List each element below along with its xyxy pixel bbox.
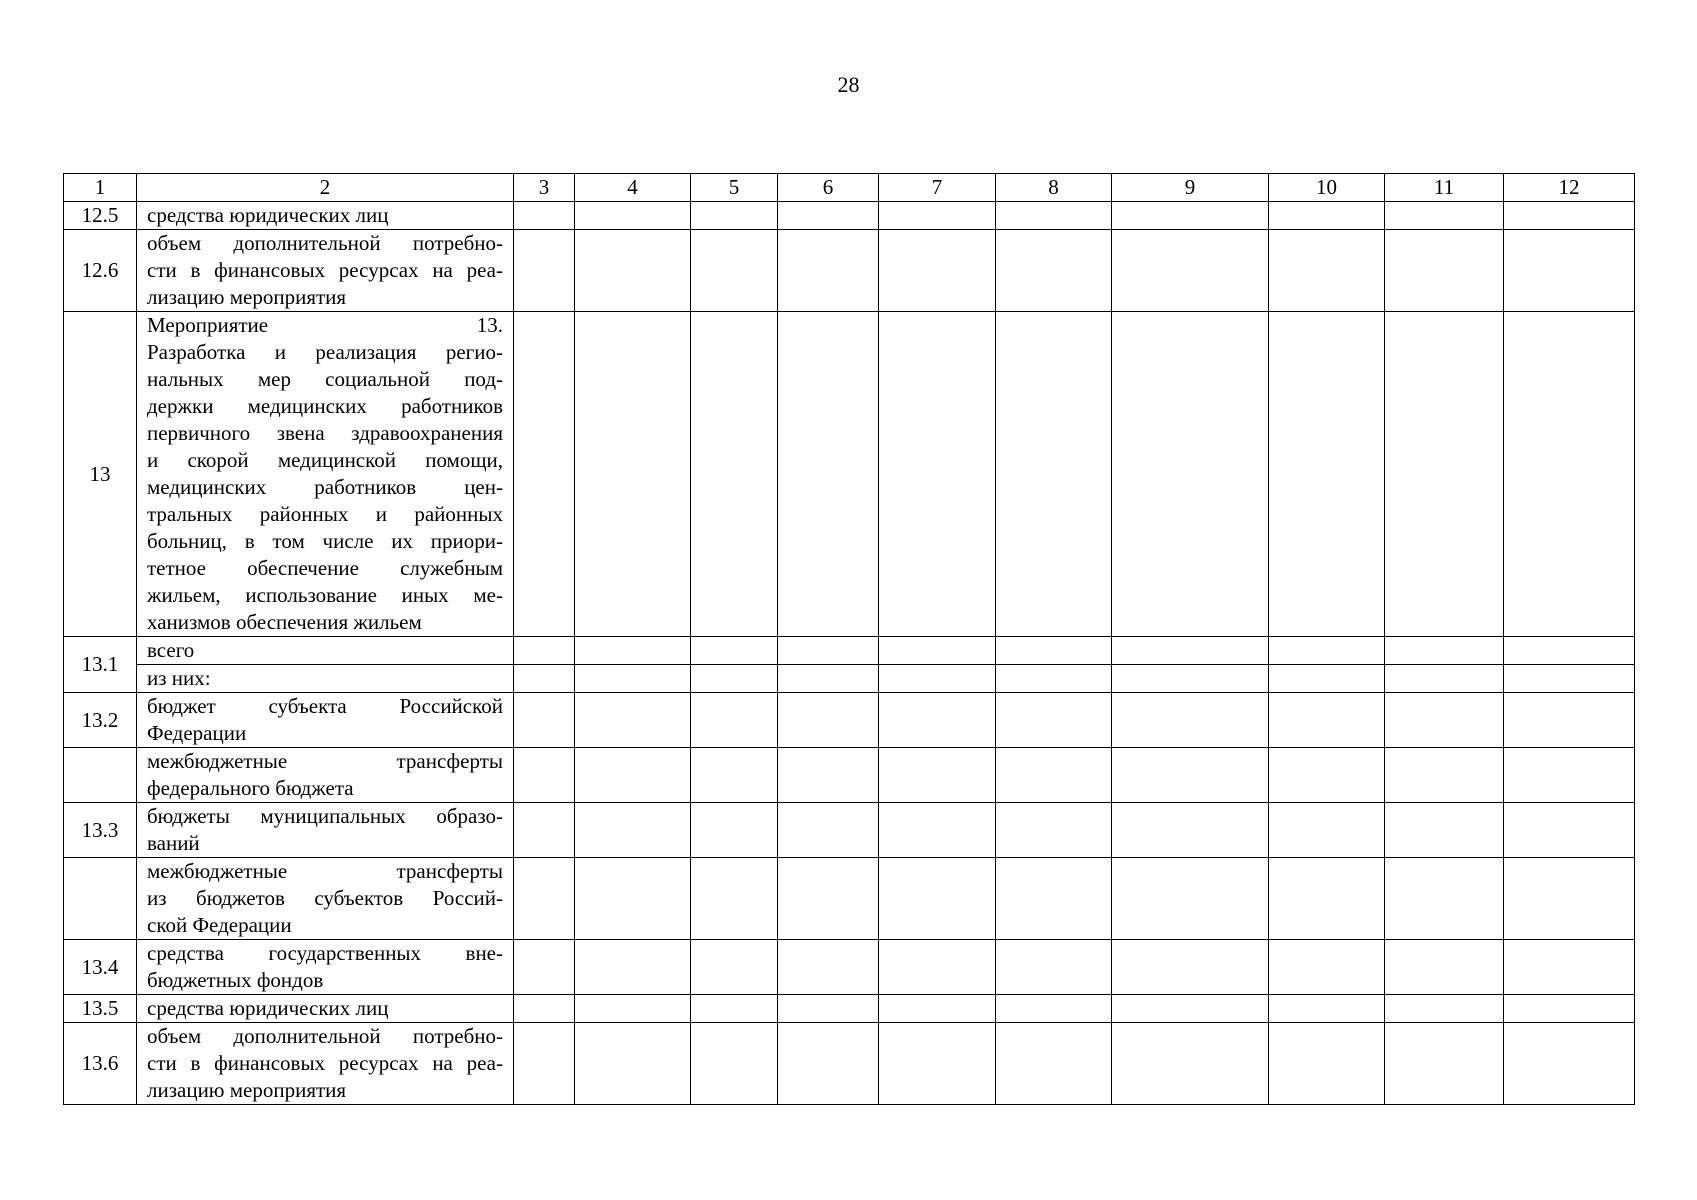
description-line: средства юридических лиц (147, 203, 389, 227)
row-number-cell: 12.5 (64, 202, 137, 230)
empty-value-cell (1385, 803, 1504, 858)
empty-value-cell (778, 693, 879, 748)
empty-value-cell (1112, 202, 1269, 230)
empty-value-cell (691, 995, 778, 1023)
description-line: держки медицинских работников (147, 394, 503, 418)
empty-value-cell (778, 858, 879, 940)
empty-value-cell (778, 202, 879, 230)
row-number-cell: 13.5 (64, 995, 137, 1023)
empty-value-cell (691, 665, 778, 693)
empty-value-cell (1504, 995, 1635, 1023)
table-row (64, 803, 1635, 858)
empty-value-cell (1269, 202, 1385, 230)
empty-value-cell (691, 693, 778, 748)
empty-value-cell (575, 230, 691, 312)
empty-value-cell (1112, 693, 1269, 748)
empty-value-cell (996, 940, 1112, 995)
description-line: тральных районных и районных (147, 502, 503, 526)
empty-value-cell (1504, 803, 1635, 858)
row-description-cell (137, 748, 514, 803)
description-line: нальных мер социальной под- (147, 367, 503, 391)
empty-value-cell (514, 995, 575, 1023)
empty-value-cell (1112, 1023, 1269, 1105)
description-line: Мероприятие 13. (147, 313, 503, 337)
row-description-cell (137, 995, 514, 1023)
empty-value-cell (514, 312, 575, 637)
row-description-cell (137, 230, 514, 312)
description-line: межбюджетные трансферты (147, 859, 503, 883)
empty-value-cell (691, 940, 778, 995)
empty-value-cell (778, 748, 879, 803)
column-header: 10 (1269, 174, 1385, 202)
table-row (64, 665, 1635, 693)
empty-value-cell (1385, 637, 1504, 665)
description-line: ской Федерации (147, 913, 292, 937)
empty-value-cell (575, 693, 691, 748)
column-header: 1 (64, 174, 137, 202)
empty-value-cell (691, 858, 778, 940)
description-line: средства государственных вне- (147, 941, 503, 965)
column-header: 2 (137, 174, 514, 202)
description-line: объем дополнительной потребно- (147, 231, 503, 255)
table-row (64, 693, 1635, 748)
empty-value-cell (1385, 693, 1504, 748)
empty-value-cell (514, 637, 575, 665)
empty-value-cell (778, 940, 879, 995)
row-description-cell (137, 1023, 514, 1105)
empty-value-cell (514, 665, 575, 693)
empty-value-cell (691, 637, 778, 665)
empty-value-cell (996, 312, 1112, 637)
empty-value-cell (996, 637, 1112, 665)
empty-value-cell (1112, 312, 1269, 637)
empty-value-cell (778, 637, 879, 665)
empty-value-cell (1269, 995, 1385, 1023)
description-line: Разработка и реализация регио- (147, 340, 503, 364)
description-line: ханизмов обеспечения жильем (147, 610, 422, 634)
row-description-cell (137, 665, 514, 693)
empty-value-cell (1269, 748, 1385, 803)
description-line: и скорой медицинской помощи, (147, 448, 503, 472)
empty-value-cell (879, 637, 996, 665)
empty-value-cell (1112, 637, 1269, 665)
empty-value-cell (575, 803, 691, 858)
description-line: бюджеты муниципальных образо- (147, 804, 503, 828)
row-number-cell: 12.6 (64, 230, 137, 312)
description-line: бюджетных фондов (147, 968, 324, 992)
table-row (64, 1023, 1635, 1105)
column-header: 3 (514, 174, 575, 202)
row-number-cell: 13.3 (64, 803, 137, 858)
empty-value-cell (778, 665, 879, 693)
empty-value-cell (879, 202, 996, 230)
empty-value-cell (1112, 665, 1269, 693)
empty-value-cell (514, 940, 575, 995)
row-number-cell: 13 (64, 312, 137, 637)
description-line: из них: (147, 666, 211, 690)
empty-value-cell (691, 230, 778, 312)
empty-value-cell (1269, 312, 1385, 637)
description-line: лизацию мероприятия (147, 1078, 347, 1102)
empty-value-cell (778, 1023, 879, 1105)
empty-value-cell (778, 230, 879, 312)
empty-value-cell (1385, 995, 1504, 1023)
table-body (64, 202, 1635, 1105)
page-number: 28 (837, 72, 860, 97)
empty-value-cell (575, 637, 691, 665)
empty-value-cell (514, 803, 575, 858)
empty-value-cell (879, 693, 996, 748)
empty-value-cell (1504, 1023, 1635, 1105)
empty-value-cell (996, 995, 1112, 1023)
empty-value-cell (1504, 665, 1635, 693)
empty-value-cell (1112, 858, 1269, 940)
empty-value-cell (879, 858, 996, 940)
table-row (64, 637, 1635, 665)
column-header: 12 (1504, 174, 1635, 202)
column-header: 7 (879, 174, 996, 202)
description-line: больниц, в том числе их приори- (147, 529, 503, 553)
column-header: 9 (1112, 174, 1269, 202)
empty-value-cell (1504, 202, 1635, 230)
empty-value-cell (879, 748, 996, 803)
empty-value-cell (1112, 940, 1269, 995)
description-line: сти в финансовых ресурсах на реа- (147, 258, 503, 282)
description-line: сти в финансовых ресурсах на реа- (147, 1051, 503, 1075)
column-header: 4 (575, 174, 691, 202)
empty-value-cell (1385, 202, 1504, 230)
table-row (64, 230, 1635, 312)
empty-value-cell (1269, 637, 1385, 665)
empty-value-cell (575, 1023, 691, 1105)
empty-value-cell (1112, 230, 1269, 312)
empty-value-cell (1269, 858, 1385, 940)
table-row (64, 748, 1635, 803)
table-row (64, 312, 1635, 637)
empty-value-cell (1504, 858, 1635, 940)
row-number-cell: 13.1 (64, 637, 137, 693)
empty-value-cell (879, 1023, 996, 1105)
table-row (64, 858, 1635, 940)
column-header: 5 (691, 174, 778, 202)
empty-value-cell (1385, 230, 1504, 312)
description-line: жильем, использование иных ме- (147, 583, 503, 607)
empty-value-cell (691, 1023, 778, 1105)
empty-value-cell (879, 995, 996, 1023)
description-line: объем дополнительной потребно- (147, 1024, 503, 1048)
empty-value-cell (1385, 858, 1504, 940)
table-row (64, 940, 1635, 995)
description-line: средства юридических лиц (147, 996, 389, 1020)
empty-value-cell (1504, 940, 1635, 995)
empty-value-cell (575, 312, 691, 637)
empty-value-cell (1504, 748, 1635, 803)
empty-value-cell (575, 748, 691, 803)
description-line: первичного звена здравоохранения (147, 421, 503, 445)
empty-value-cell (1269, 665, 1385, 693)
empty-value-cell (996, 693, 1112, 748)
empty-value-cell (879, 230, 996, 312)
description-line: ваний (147, 831, 200, 855)
empty-value-cell (514, 1023, 575, 1105)
empty-value-cell (1269, 693, 1385, 748)
empty-value-cell (996, 1023, 1112, 1105)
empty-value-cell (996, 858, 1112, 940)
empty-value-cell (575, 665, 691, 693)
empty-value-cell (879, 665, 996, 693)
empty-value-cell (575, 940, 691, 995)
empty-value-cell (1385, 940, 1504, 995)
row-description-cell (137, 940, 514, 995)
description-line: Федерации (147, 721, 247, 745)
empty-value-cell (1269, 1023, 1385, 1105)
row-description-cell (137, 803, 514, 858)
description-line: межбюджетные трансферты (147, 749, 503, 773)
row-description-cell (137, 637, 514, 665)
description-line: федерального бюджета (147, 776, 354, 800)
empty-value-cell (514, 202, 575, 230)
empty-value-cell (879, 312, 996, 637)
row-description-cell (137, 858, 514, 940)
description-line: из бюджетов субъектов Россий- (147, 886, 503, 910)
empty-value-cell (514, 230, 575, 312)
empty-value-cell (778, 803, 879, 858)
empty-value-cell (691, 202, 778, 230)
empty-value-cell (514, 748, 575, 803)
column-header: 6 (778, 174, 879, 202)
empty-value-cell (575, 995, 691, 1023)
empty-value-cell (691, 803, 778, 858)
empty-value-cell (1269, 803, 1385, 858)
empty-value-cell (691, 312, 778, 637)
empty-value-cell (1112, 748, 1269, 803)
description-line: тетное обеспечение служебным (147, 556, 503, 580)
description-line: бюджет субъекта Российской (147, 694, 503, 718)
empty-value-cell (1385, 1023, 1504, 1105)
empty-value-cell (1385, 312, 1504, 637)
empty-value-cell (879, 803, 996, 858)
empty-value-cell (1385, 665, 1504, 693)
row-description-cell (137, 202, 514, 230)
empty-value-cell (1112, 803, 1269, 858)
empty-value-cell (778, 995, 879, 1023)
empty-value-cell (1112, 995, 1269, 1023)
empty-value-cell (996, 748, 1112, 803)
empty-value-cell (778, 312, 879, 637)
budget-table (63, 173, 1635, 1105)
table-row (64, 995, 1635, 1023)
row-number-cell (64, 748, 137, 803)
empty-value-cell (1504, 693, 1635, 748)
column-header: 11 (1385, 174, 1504, 202)
row-description-cell (137, 312, 514, 637)
row-number-cell: 13.4 (64, 940, 137, 995)
empty-value-cell (514, 693, 575, 748)
table-header-row (64, 174, 1635, 202)
column-header: 8 (996, 174, 1112, 202)
empty-value-cell (1504, 230, 1635, 312)
row-number-cell: 13.2 (64, 693, 137, 748)
empty-value-cell (996, 803, 1112, 858)
row-description-cell (137, 693, 514, 748)
empty-value-cell (514, 858, 575, 940)
row-number-cell: 13.6 (64, 1023, 137, 1105)
empty-value-cell (996, 202, 1112, 230)
empty-value-cell (1385, 748, 1504, 803)
empty-value-cell (996, 230, 1112, 312)
empty-value-cell (575, 202, 691, 230)
description-line: всего (147, 638, 195, 662)
empty-value-cell (996, 665, 1112, 693)
table-row (64, 202, 1635, 230)
empty-value-cell (1269, 230, 1385, 312)
empty-value-cell (575, 858, 691, 940)
empty-value-cell (1504, 637, 1635, 665)
description-line: медицинских работников цен- (147, 475, 503, 499)
empty-value-cell (1269, 940, 1385, 995)
description-line: лизацию мероприятия (147, 285, 347, 309)
empty-value-cell (691, 748, 778, 803)
row-number-cell (64, 858, 137, 940)
empty-value-cell (1504, 312, 1635, 637)
empty-value-cell (879, 940, 996, 995)
